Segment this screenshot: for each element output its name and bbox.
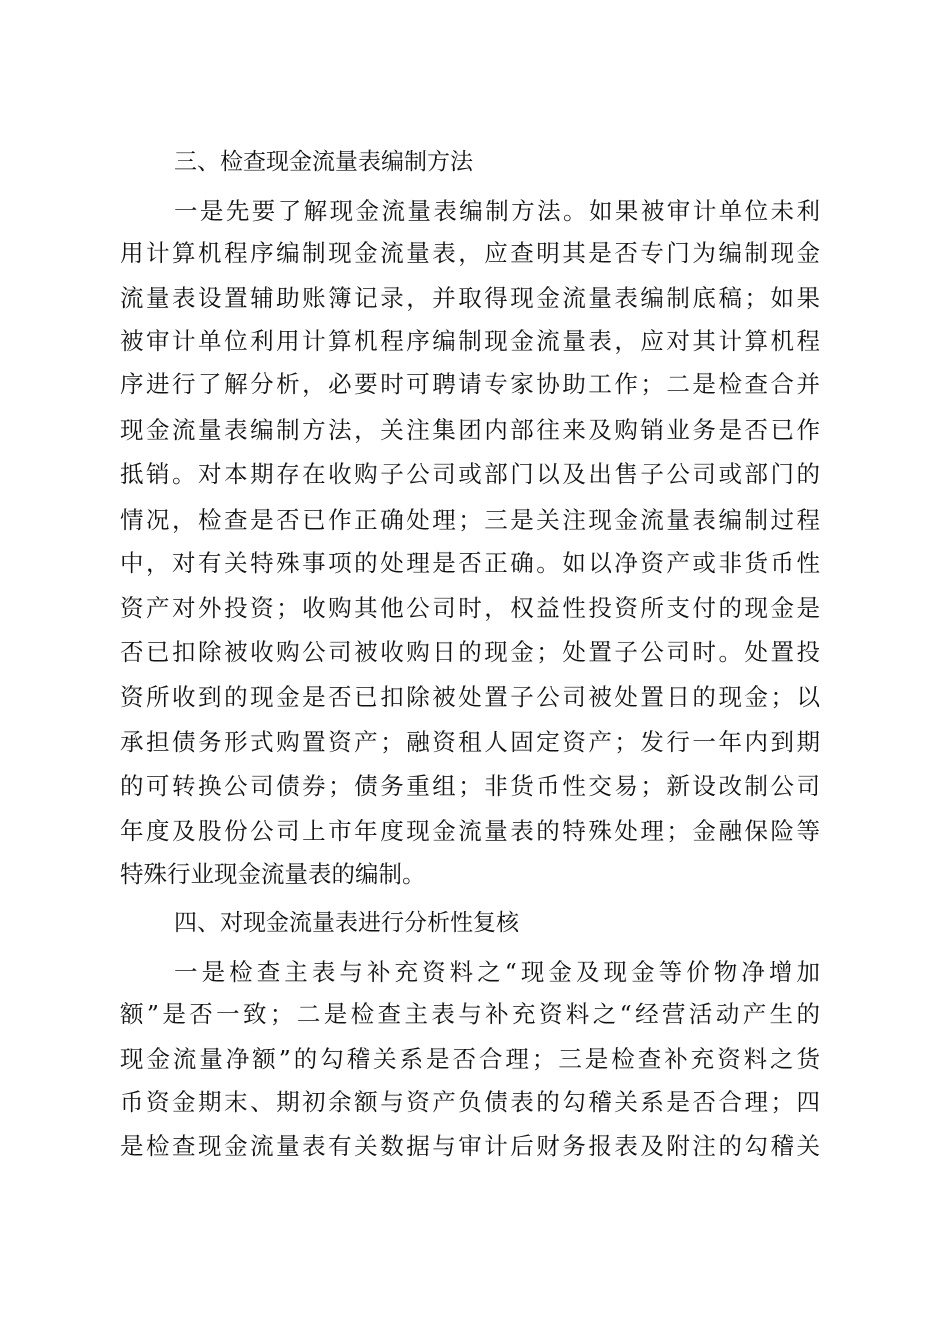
paragraph-line: 一是检查主表与补充资料之“现金及现金等价物净增加 xyxy=(174,958,820,986)
paragraph-line: 的可转换公司债券；债务重组；非货币性交易；新设改制公司 xyxy=(120,772,820,800)
paragraph-line: 否已扣除被收购公司被收购日的现金；处置子公司时。处置投 xyxy=(120,638,820,666)
paragraph-line: 被审计单位利用计算机程序编制现金流量表，应对其计算机程 xyxy=(120,327,820,355)
paragraph-line: 币资金期末、期初余额与资产负债表的勾稽关系是否合理；四 xyxy=(120,1088,820,1116)
paragraph-line: 序进行了解分析，必要时可聘请专家协助工作；二是检查合并 xyxy=(120,370,820,398)
section-heading-3: 三、检查现金流量表编制方法 xyxy=(174,149,473,175)
paragraph-line: 特殊行业现金流量表的编制。 xyxy=(120,860,426,888)
paragraph-line: 是检查现金流量表有关数据与审计后财务报表及附注的勾稽关 xyxy=(120,1132,820,1160)
paragraph-line: 流量表设置辅助账簿记录，并取得现金流量表编制底稿；如果 xyxy=(120,284,820,312)
paragraph-line: 情况，检查是否已作正确处理；三是关注现金流量表编制过程 xyxy=(120,506,820,534)
section-heading-4: 四、对现金流量表进行分析性复核 xyxy=(174,910,519,936)
paragraph-line: 资所收到的现金是否已扣除被处置子公司被处置日的现金；以 xyxy=(120,683,820,711)
paragraph-line: 现金流量净额”的勾稽关系是否合理；三是检查补充资料之货 xyxy=(120,1045,820,1073)
paragraph-line: 中，对有关特殊事项的处理是否正确。如以净资产或非货币性 xyxy=(120,549,820,577)
paragraph-line: 一是先要了解现金流量表编制方法。如果被审计单位未利 xyxy=(174,197,820,225)
paragraph-line: 现金流量表编制方法，关注集团内部往来及购销业务是否已作 xyxy=(120,416,820,444)
paragraph-line: 年度及股份公司上市年度现金流量表的特殊处理；金融保险等 xyxy=(120,817,820,845)
paragraph-line: 承担债务形式购置资产；融资租人固定资产；发行一年内到期 xyxy=(120,728,820,756)
paragraph-line: 额”是否一致；二是检查主表与补充资料之“经营活动产生的 xyxy=(120,1000,820,1028)
paragraph-line: 资产对外投资；收购其他公司时，权益性投资所支付的现金是 xyxy=(120,594,820,622)
paragraph-line: 抵销。对本期存在收购子公司或部门以及出售子公司或部门的 xyxy=(120,460,820,488)
paragraph-line: 用计算机程序编制现金流量表，应查明其是否专门为编制现金 xyxy=(120,239,820,267)
